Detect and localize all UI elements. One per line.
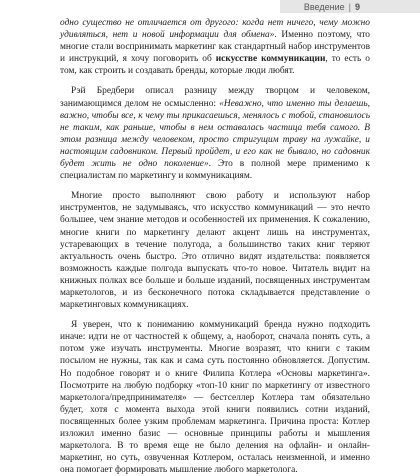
italic-quote: одно существо не отличается от другого: когда нет ничего, чему можно удивляться, нет и новой информации для обмена» (60, 18, 370, 41)
text-run: Многие просто выполняют свою работу и используют набор инструментов, не задумываясь, что искусство коммуникаций — это нечто большее, чем знание методов и особенностей их применения. К сожалению, многие книги по маркетингу делают акцент лишь на инструментах, устаревающих в течение полугода, а большинство таких книг теряют актуальность очень быстро. Это отлично видят издательства: появляется возможность каждые полгода выпускать что-то новое. Читатель видит на книжных полках все больше и больше изданий, посвященных инструментам маркетологов, и из бесконечного потока складывается представление о маркетинговых коммуникациях. (60, 191, 370, 311)
header-separator: | (348, 1, 351, 12)
page-body (60, 17, 370, 476)
italic-quote: «Неважно, что именно ты делаешь, важно, чтобы все, к чему ты прикасаешься, менялось с тобой, становилось не таким, как раньше, чтобы в нем оставалась частица тебя самого. В этом разница между человеком, просто стригущим траву на лужайке, и настоящим садовником. Первый пройдет, и его как не бывало, но садовник будет жить не одно поколение» (60, 98, 370, 170)
text-run: Рэй Бредбери описал разницу между творцом и человеком, занимающимся делом не осмысленно: (60, 86, 370, 109)
text-run: . Это в полной мере применимо к специалистам по маркетингу и коммуникациям. (60, 159, 370, 182)
paragraph (60, 17, 370, 77)
page-number: 9 (354, 1, 360, 12)
paragraph (60, 319, 370, 476)
bold-term: искусстве коммуникации (215, 54, 326, 65)
running-header (280, 0, 420, 13)
page-header (0, 0, 420, 14)
paragraph (60, 85, 370, 182)
text-run: . Именно поэтому, что многие стали воспринимать маркетинг как стандартный набор инструментов и инструкций, я хочу поговорить об (60, 30, 370, 65)
paragraph (60, 190, 370, 311)
text-run: Я уверен, что к пониманию коммуникаций бренда нужно подходить иначе: идти не от частностей к общему, а, наоборот, сначала понять суть, а потом уже изучать инструменты. Многие возразят, что книги с таким посылом не нужны, так как и сама суть постоянно обновляется. Допустим. Но подобное говорят и о книге Филипа Котлера «Основы маркетинга». Посмотрите на любую подборку «топ-10 книг по маркетингу от известного маркетолога/предпринимателя» — бестселлер Котлера там обязательно будет, хотя с момента выхода этой книги появились сотни изданий, посвященных более узким проблемам маркетинга. Причина проста: Котлер изложил именно базис — основные принципы работы и мышления маркетолога. В то время еще не было деления на офлайн- и онлайн-маркетинг, но суть, озвученная Котлером, осталась неизменной, и именно она помогает формировать мышление любого маркетолога. (60, 320, 370, 476)
text-run: , то есть о том, как строить и создавать бренды, которые люди любят. (60, 54, 370, 77)
chapter-title: Введение (303, 1, 345, 12)
